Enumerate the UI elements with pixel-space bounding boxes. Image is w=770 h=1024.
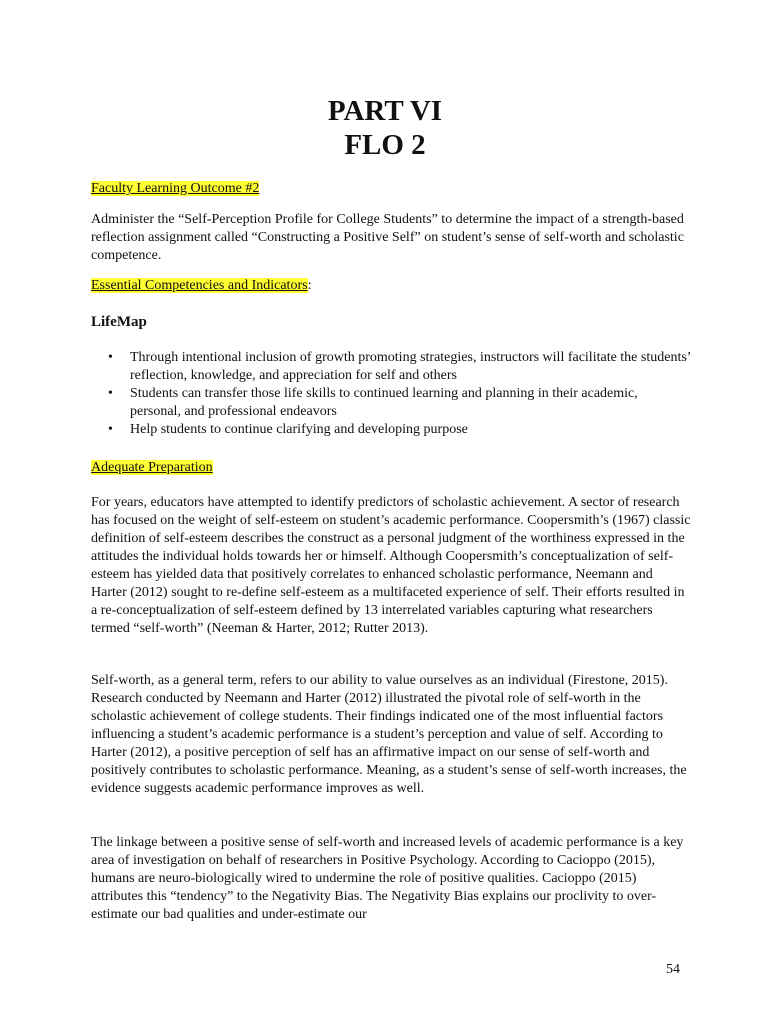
flo-heading: Faculty Learning Outcome #2: [91, 181, 260, 196]
flo-paragraph: [91, 211, 691, 265]
paragraph-text: Self-worth, as a general term, refers to our ability to value ourselves as an individual (Firestone, 2015). Research conducted by Neemann and Harter (2012) illustrated the pivotal role of self-worth in the scholastic achievement of college students. Their findings indicated one of the most influential factors influencing a student’s academic performance is a student’s perception and value of self. According to Harter (2012), a positive perception of self has an affirmative impact on our sense of self-worth and positively contributes to scholastic performance. Meaning, as a student’s sense of self-worth increases, the evidence suggests academic performance improves as well.: [91, 673, 687, 796]
lifemap-heading: LifeMap: [91, 314, 147, 330]
list-item-text: Help students to continue clarifying and developing purpose: [130, 422, 468, 437]
bullet-list-block: [91, 349, 691, 439]
flo-heading-block: [91, 180, 691, 198]
title-flo: FLO 2: [344, 129, 426, 161]
title-part: PART VI: [327, 95, 443, 127]
body-paragraph-1: [91, 494, 691, 638]
list-item-text: Students can transfer those life skills to continued learning and planning in their academic, personal, and professional endeavors: [130, 386, 638, 419]
paragraph-text: For years, educators have attempted to identify predictors of scholastic achievement. A sector of research has focused on the weight of self-esteem on student’s academic performance. Coopersmith’s (1967) classic definition of self-esteem describes the construct as a personal judgment of the worthiness expressed in the attitudes the individual holds towards her or himself. Although Coopersmith’s conceptualization of self-esteem has yielded data that positively correlates to enhanced scholastic performance, Neemann and Harter (2012) sought to re-define self-esteem as a multifaceted experience of self. Their efforts resulted in a re-conceptualization of self-esteem defined by 13 interrelated variables capturing what researchers termed “self-worth” (Neeman & Harter, 2012; Rutter 2013).: [91, 495, 691, 636]
competencies-heading: Essential Competencies and Indicators: [91, 278, 308, 293]
competencies-colon: :: [307, 278, 312, 293]
preparation-heading-block: [91, 459, 691, 477]
list-item: [91, 421, 691, 439]
body-paragraph-3: [91, 834, 691, 924]
flo-text: Administer the “Self-Perception Profile for College Students” to determine the impact of a strength-based reflection assignment called “Constructing a Positive Self” on student’s sense of self-worth and scholastic competence.: [91, 212, 684, 263]
list-item-text: Through intentional inclusion of growth promoting strategies, instructors will facilitate the students’ reflection, knowledge, and appreciation for self and others: [130, 350, 691, 383]
page-title: [0, 94, 770, 162]
page-number: 54: [666, 962, 680, 977]
bullet-icon: •: [108, 350, 113, 365]
bullet-icon: •: [108, 386, 113, 401]
list-item: [91, 385, 691, 421]
bullet-icon: •: [108, 422, 113, 437]
body-paragraph-2: [91, 672, 691, 798]
paragraph-text: The linkage between a positive sense of self-worth and increased levels of academic performance is a key area of investigation on behalf of researchers in Positive Psychology. According to Cacioppo (2015), humans are neuro-biologically wired to undermine the role of positive qualities. Cacioppo (2015) attributes this “tendency” to the Negativity Bias. The Negativity Bias explains our proclivity to over-estimate our bad qualities and under-estimate our: [91, 835, 684, 922]
bullet-list: [91, 349, 691, 439]
preparation-heading: Adequate Preparation: [91, 460, 213, 475]
competencies-heading-block: [91, 277, 691, 295]
list-item: [91, 349, 691, 385]
